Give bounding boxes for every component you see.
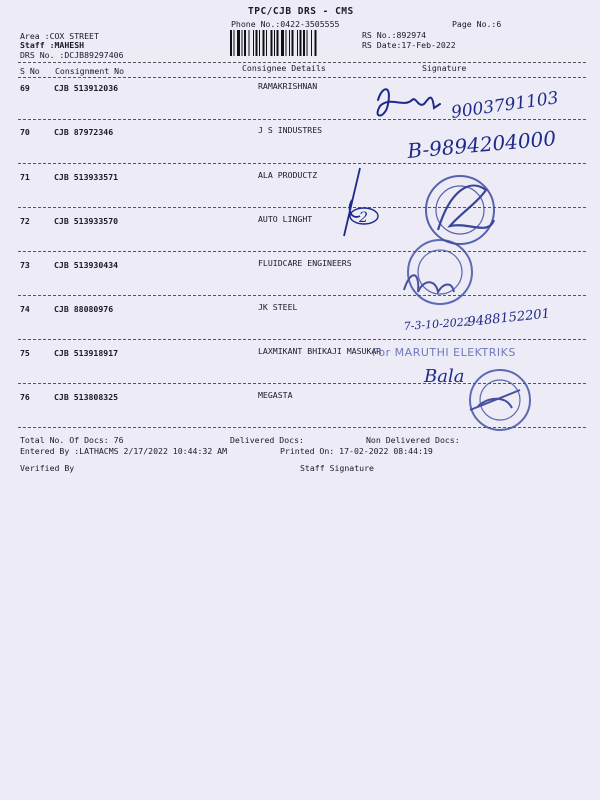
row-consignment: CJB 87972346 bbox=[54, 127, 114, 137]
row-sno: 73 bbox=[20, 260, 30, 270]
row-consignment: CJB 513933570 bbox=[54, 216, 119, 226]
row-consignee: MEGASTA bbox=[258, 390, 293, 400]
row-sno: 75 bbox=[20, 348, 30, 358]
signature-scribble bbox=[344, 168, 360, 236]
verified-by: Verified By bbox=[20, 463, 75, 473]
entered-by: Entered By :LATHACMS 2/17/2022 10:44:32 AM bbox=[20, 446, 228, 456]
row-consignment: CJB 513808325 bbox=[54, 392, 119, 402]
signature-scribble bbox=[378, 89, 440, 115]
column-header-consignment: Consignment No bbox=[55, 66, 125, 76]
row-consignee: ALA PRODUCTZ bbox=[258, 170, 318, 180]
handwritten-signature: Bala bbox=[424, 366, 465, 387]
drs-number: DRS No. :DCJB89297406 bbox=[20, 50, 124, 60]
row-consignee: AUTO LINGHT bbox=[258, 214, 313, 224]
rubber-stamp bbox=[404, 240, 472, 304]
row-sno: 69 bbox=[20, 83, 30, 93]
handwritten-phone: 9003791103 bbox=[449, 88, 560, 123]
rubber-stamp bbox=[470, 370, 530, 430]
area-field: Area :COX STREET bbox=[20, 31, 99, 41]
row-consignment: CJB 513933571 bbox=[54, 172, 119, 182]
row-consignee: FLUIDCARE ENGINEERS bbox=[258, 258, 352, 268]
row-consignment: CJB 513918917 bbox=[54, 348, 119, 358]
rubber-stamp bbox=[426, 176, 494, 244]
row-sno: 76 bbox=[20, 392, 30, 402]
column-header-sno: S No bbox=[20, 66, 40, 76]
staff-field: Staff :MAHESH bbox=[20, 40, 85, 50]
row-consignee: RAMAKRISHNAN bbox=[258, 81, 318, 91]
row-consignment: CJB 513930434 bbox=[54, 260, 119, 270]
row-sno: 72 bbox=[20, 216, 30, 226]
page-number: Page No.:6 bbox=[452, 19, 502, 29]
rs-number: RS No.:892974 bbox=[362, 30, 427, 40]
row-consignment: CJB 513912036 bbox=[54, 83, 119, 93]
handwritten-note: 2 bbox=[359, 210, 368, 226]
delivered-docs: Delivered Docs: bbox=[230, 435, 304, 445]
row-consignee: J S INDUSTRES bbox=[258, 125, 323, 135]
row-sno: 70 bbox=[20, 127, 30, 137]
row-consignee: LAXMIKANT BHIKAJI MASUKAR bbox=[258, 346, 382, 356]
company-stamp-text: For MARUTHI ELEKTRIKS bbox=[372, 346, 516, 359]
staff-signature: Staff Signature bbox=[300, 463, 374, 473]
row-sno: 71 bbox=[20, 172, 30, 182]
rs-date: RS Date:17-Feb-2022 bbox=[362, 40, 456, 50]
row-sno: 74 bbox=[20, 304, 30, 314]
total-docs: Total No. Of Docs: 76 bbox=[20, 435, 124, 445]
printed-on: Printed On: 17-02-2022 08:44:19 bbox=[280, 446, 433, 456]
row-consignee: JK STEEL bbox=[258, 302, 298, 312]
handwritten-phone: 9488152201 bbox=[466, 306, 551, 330]
column-header-consignee: Consignee Details bbox=[242, 63, 326, 73]
phone-number: Phone No.:0422-3505555 bbox=[231, 19, 340, 29]
handwritten-date: 7-3-10-2022 bbox=[403, 315, 472, 333]
non-delivered-docs: Non Delivered Docs: bbox=[366, 435, 460, 445]
column-header-signature: Signature bbox=[422, 63, 467, 73]
handwritten-phone: B-9894204000 bbox=[406, 126, 557, 163]
document-title: TPC/CJB DRS - CMS bbox=[248, 6, 354, 17]
row-consignment: CJB 88080976 bbox=[54, 304, 114, 314]
